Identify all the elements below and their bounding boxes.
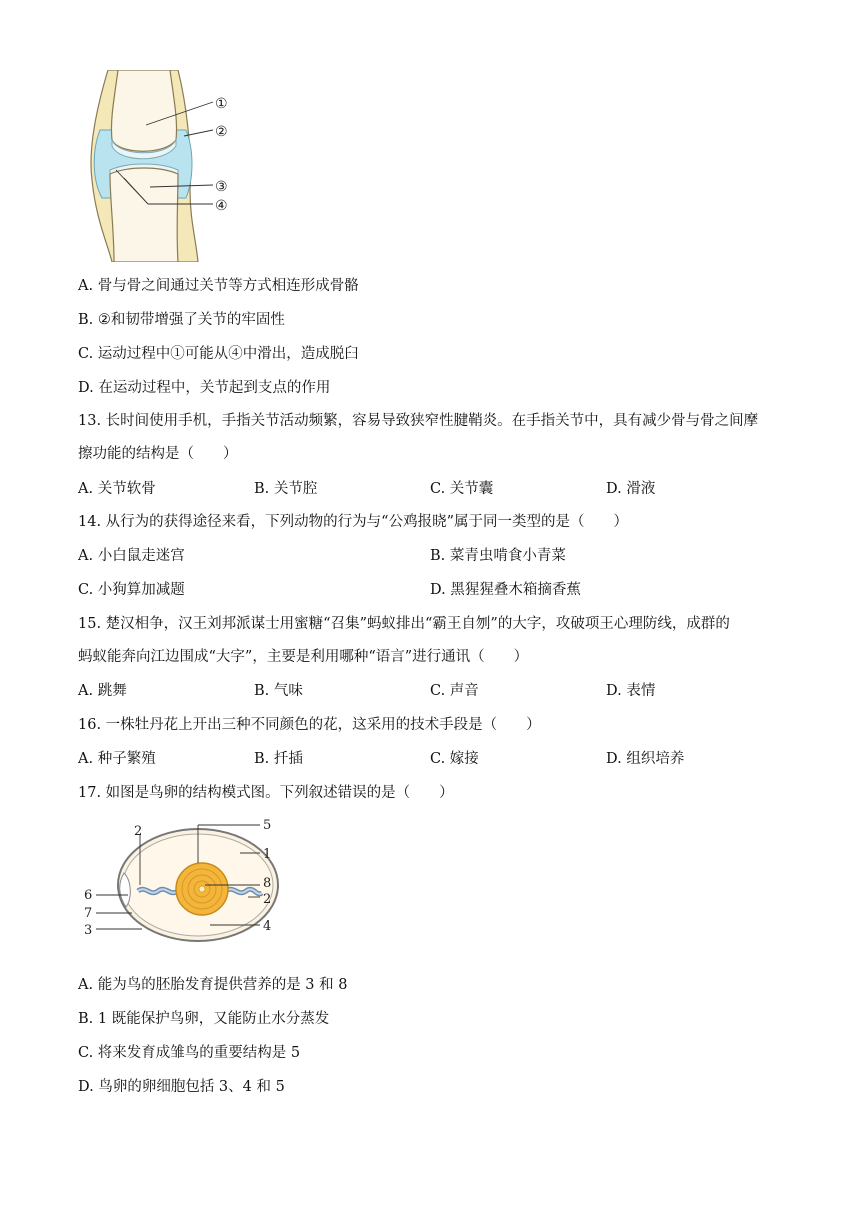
q17-option-c: C. 将来发育成雏鸟的重要结构是 5 <box>78 1045 301 1061</box>
q13-stem-line1: 13. 长时间使用手机，手指关节活动频繁，容易导致狭窄性腱鞘炎。在手指关节中，具有减少骨与骨之间摩 <box>78 413 759 429</box>
egg-label-4: 4 <box>263 919 272 934</box>
q13-option-a: A. 关节软骨 <box>78 481 156 497</box>
q14-stem: 14. 从行为的获得途径来看，下列动物的行为与“公鸡报晓”属于同一类型的是（ ） <box>78 514 628 530</box>
joint-diagram <box>78 70 248 262</box>
q16-option-a: A. 种子繁殖 <box>78 751 156 767</box>
q12-option-c: C. 运动过程中①可能从④中滑出，造成脱臼 <box>78 346 359 362</box>
q14-option-d: D. 黑猩猩叠木箱摘香蕉 <box>430 582 581 598</box>
q16-option-c: C. 嫁接 <box>430 751 479 767</box>
q17-option-b: B. 1 既能保护鸟卵，又能防止水分蒸发 <box>78 1011 330 1027</box>
q16-option-d: D. 组织培养 <box>606 751 685 767</box>
q13-stem-line2: 擦功能的结构是（ ） <box>78 446 238 462</box>
joint-label-1: ① <box>215 96 228 112</box>
q15-option-d: D. 表情 <box>606 683 656 699</box>
joint-label-3: ③ <box>215 179 228 195</box>
q15-option-b: B. 气味 <box>254 683 303 699</box>
q17-stem: 17. 如图是鸟卵的结构模式图。下列叙述错误的是（ ） <box>78 785 454 801</box>
q16-stem: 16. 一株牡丹花上开出三种不同颜色的花，这采用的技术手段是（ ） <box>78 717 541 733</box>
egg-label-6: 6 <box>84 888 93 903</box>
joint-label-4: ④ <box>215 198 228 214</box>
q12-option-d: D. 在运动过程中，关节起到支点的作用 <box>78 380 331 396</box>
q15-option-c: C. 声音 <box>430 683 479 699</box>
q16-option-b: B. 扦插 <box>254 751 303 767</box>
q13-option-d: D. 滑液 <box>606 481 656 497</box>
egg-diagram <box>80 815 290 945</box>
joint-label-2: ② <box>215 124 228 140</box>
q14-option-b: B. 菜青虫啃食小青菜 <box>430 548 566 564</box>
q14-option-a: A. 小白鼠走迷宫 <box>78 548 185 564</box>
egg-label-2-right: 2 <box>263 892 272 907</box>
q15-option-a: A. 跳舞 <box>78 683 127 699</box>
q14-option-c: C. 小狗算加减题 <box>78 582 185 598</box>
egg-label-3: 3 <box>84 923 93 938</box>
q15-stem-line2: 蚂蚁能奔向江边围成“大字”，主要是利用哪种“语言”进行通讯（ ） <box>78 649 529 665</box>
egg-label-8: 8 <box>263 876 272 891</box>
egg-label-7: 7 <box>84 906 93 921</box>
q17-option-a: A. 能为鸟的胚胎发育提供营养的是 3 和 8 <box>78 977 348 993</box>
egg-label-2-top: 2 <box>134 824 143 839</box>
q13-option-c: C. 关节囊 <box>430 481 494 497</box>
q13-option-b: B. 关节腔 <box>254 481 318 497</box>
q15-stem-line1: 15. 楚汉相争，汉王刘邦派谋士用蜜糖“召集”蚂蚁排出“霸王自刎”的大字，攻破项王心理防线，成群的 <box>78 616 730 632</box>
egg-label-1: 1 <box>263 847 272 862</box>
egg-label-5: 5 <box>263 818 272 833</box>
q17-option-d: D. 鸟卵的卵细胞包括 3、4 和 5 <box>78 1079 285 1095</box>
q12-option-b: B. ②和韧带增强了关节的牢固性 <box>78 312 285 328</box>
q12-option-a: A. 骨与骨之间通过关节等方式相连形成骨骼 <box>78 278 359 294</box>
